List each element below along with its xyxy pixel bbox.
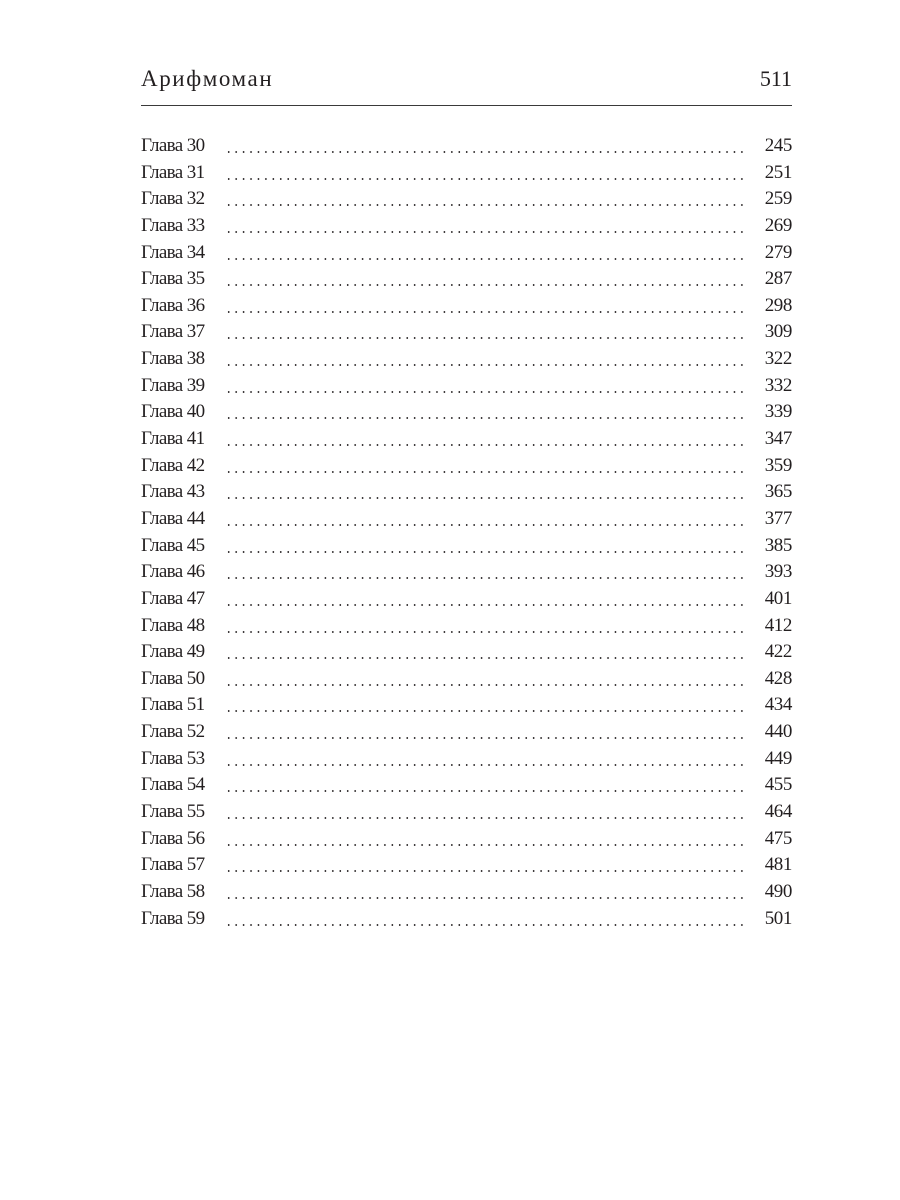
toc-entry [141,133,792,160]
chapter-label: Глава 52 [141,721,205,743]
chapter-page-number: 298 [764,294,792,316]
dot-leader [225,497,747,499]
chapter-page-number: 359 [764,454,792,476]
toc-entry [141,826,792,853]
toc-entry [141,906,792,933]
chapter-label: Глава 35 [141,268,205,290]
chapter-label: Глава 54 [141,774,205,796]
dot-leader [225,231,747,233]
chapter-page-number: 332 [764,374,792,396]
dot-leader [225,897,747,899]
chapter-page-number: 440 [764,721,792,743]
dot-leader [225,577,747,579]
chapter-label: Глава 59 [141,907,205,929]
chapter-page-number: 464 [764,801,792,823]
toc-entry [141,426,792,453]
dot-leader [225,684,747,686]
dot-leader [225,710,747,712]
chapter-page-number: 401 [764,587,792,609]
dot-leader [225,364,747,366]
toc-entry [141,533,792,560]
dot-leader [225,284,747,286]
dot-leader [225,151,747,153]
dot-leader [225,178,747,180]
chapter-page-number: 475 [764,827,792,849]
dot-leader [225,524,747,526]
chapter-page-number: 422 [764,641,792,663]
page-number: 511 [759,66,792,91]
chapter-label: Глава 46 [141,561,205,583]
toc-entry [141,453,792,480]
chapter-page-number: 251 [764,161,792,183]
dot-leader [225,551,747,553]
dot-leader [225,737,747,739]
toc-entry [141,559,792,586]
dot-leader [225,311,747,313]
chapter-label: Глава 30 [141,135,205,156]
chapter-label: Глава 55 [141,801,205,823]
dot-leader [225,631,747,633]
chapter-label: Глава 33 [141,214,205,236]
chapter-label: Глава 45 [141,534,205,556]
toc-entry [141,666,792,693]
chapter-label: Глава 50 [141,667,205,689]
chapter-label: Глава 39 [141,374,205,396]
toc-entry [141,319,792,346]
chapter-label: Глава 47 [141,587,205,609]
chapter-label: Глава 57 [141,854,205,876]
chapter-page-number: 347 [764,428,792,450]
toc-entry [141,613,792,640]
chapter-page-number: 339 [764,401,792,423]
chapter-page-number: 434 [764,694,792,716]
dot-leader [225,790,747,792]
chapter-label: Глава 41 [141,428,205,450]
chapter-label: Глава 38 [141,348,205,370]
chapter-page-number: 279 [764,241,792,263]
toc-entry [141,213,792,240]
chapter-label: Глава 58 [141,880,205,902]
toc-entry [141,266,792,293]
chapter-page-number: 245 [764,135,792,156]
toc-entry [141,799,792,826]
table-of-contents [141,133,792,932]
dot-leader [225,471,747,473]
chapter-page-number: 490 [764,880,792,902]
dot-leader [225,337,747,339]
dot-leader [225,417,747,419]
chapter-page-number: 259 [764,188,792,210]
chapter-label: Глава 36 [141,294,205,316]
chapter-page-number: 428 [764,667,792,689]
book-title: Арифмоман [141,66,274,91]
toc-entry [141,879,792,906]
toc-entry [141,399,792,426]
dot-leader [225,604,747,606]
running-head [141,64,792,104]
dot-leader [225,870,747,872]
dot-leader [225,657,747,659]
dot-leader [225,844,747,846]
chapter-label: Глава 32 [141,188,205,210]
toc-entry [141,506,792,533]
chapter-page-number: 385 [764,534,792,556]
toc-entry [141,293,792,320]
chapter-label: Глава 34 [141,241,205,263]
dot-leader [225,391,747,393]
dot-leader [225,444,747,446]
toc-entry [141,479,792,506]
dot-leader [225,764,747,766]
dot-leader [225,924,747,926]
chapter-page-number: 455 [764,774,792,796]
toc-entry [141,719,792,746]
dot-leader [225,204,747,206]
toc-entry [141,373,792,400]
toc-entry [141,852,792,879]
toc-entry [141,346,792,373]
toc-entry [141,186,792,213]
toc-entry [141,586,792,613]
toc-entry [141,160,792,187]
toc-entry [141,240,792,267]
toc-entry [141,692,792,719]
toc-entry [141,772,792,799]
chapter-page-number: 287 [764,268,792,290]
chapter-label: Глава 37 [141,321,205,343]
header-rule [141,105,792,106]
chapter-label: Глава 42 [141,454,205,476]
chapter-label: Глава 40 [141,401,205,423]
chapter-label: Глава 51 [141,694,205,716]
chapter-page-number: 309 [764,321,792,343]
chapter-label: Глава 31 [141,161,205,183]
chapter-label: Глава 48 [141,614,205,636]
chapter-page-number: 393 [764,561,792,583]
chapter-label: Глава 44 [141,507,205,529]
chapter-label: Глава 43 [141,481,205,503]
chapter-page-number: 365 [764,481,792,503]
chapter-page-number: 412 [764,614,792,636]
chapter-page-number: 449 [764,747,792,769]
dot-leader [225,258,747,260]
chapter-page-number: 481 [764,854,792,876]
chapter-label: Глава 56 [141,827,205,849]
chapter-label: Глава 53 [141,747,205,769]
chapter-page-number: 501 [764,907,792,929]
chapter-page-number: 322 [764,348,792,370]
chapter-label: Глава 49 [141,641,205,663]
chapter-page-number: 377 [764,507,792,529]
toc-entry [141,639,792,666]
toc-entry [141,746,792,773]
dot-leader [225,817,747,819]
chapter-page-number: 269 [764,214,792,236]
